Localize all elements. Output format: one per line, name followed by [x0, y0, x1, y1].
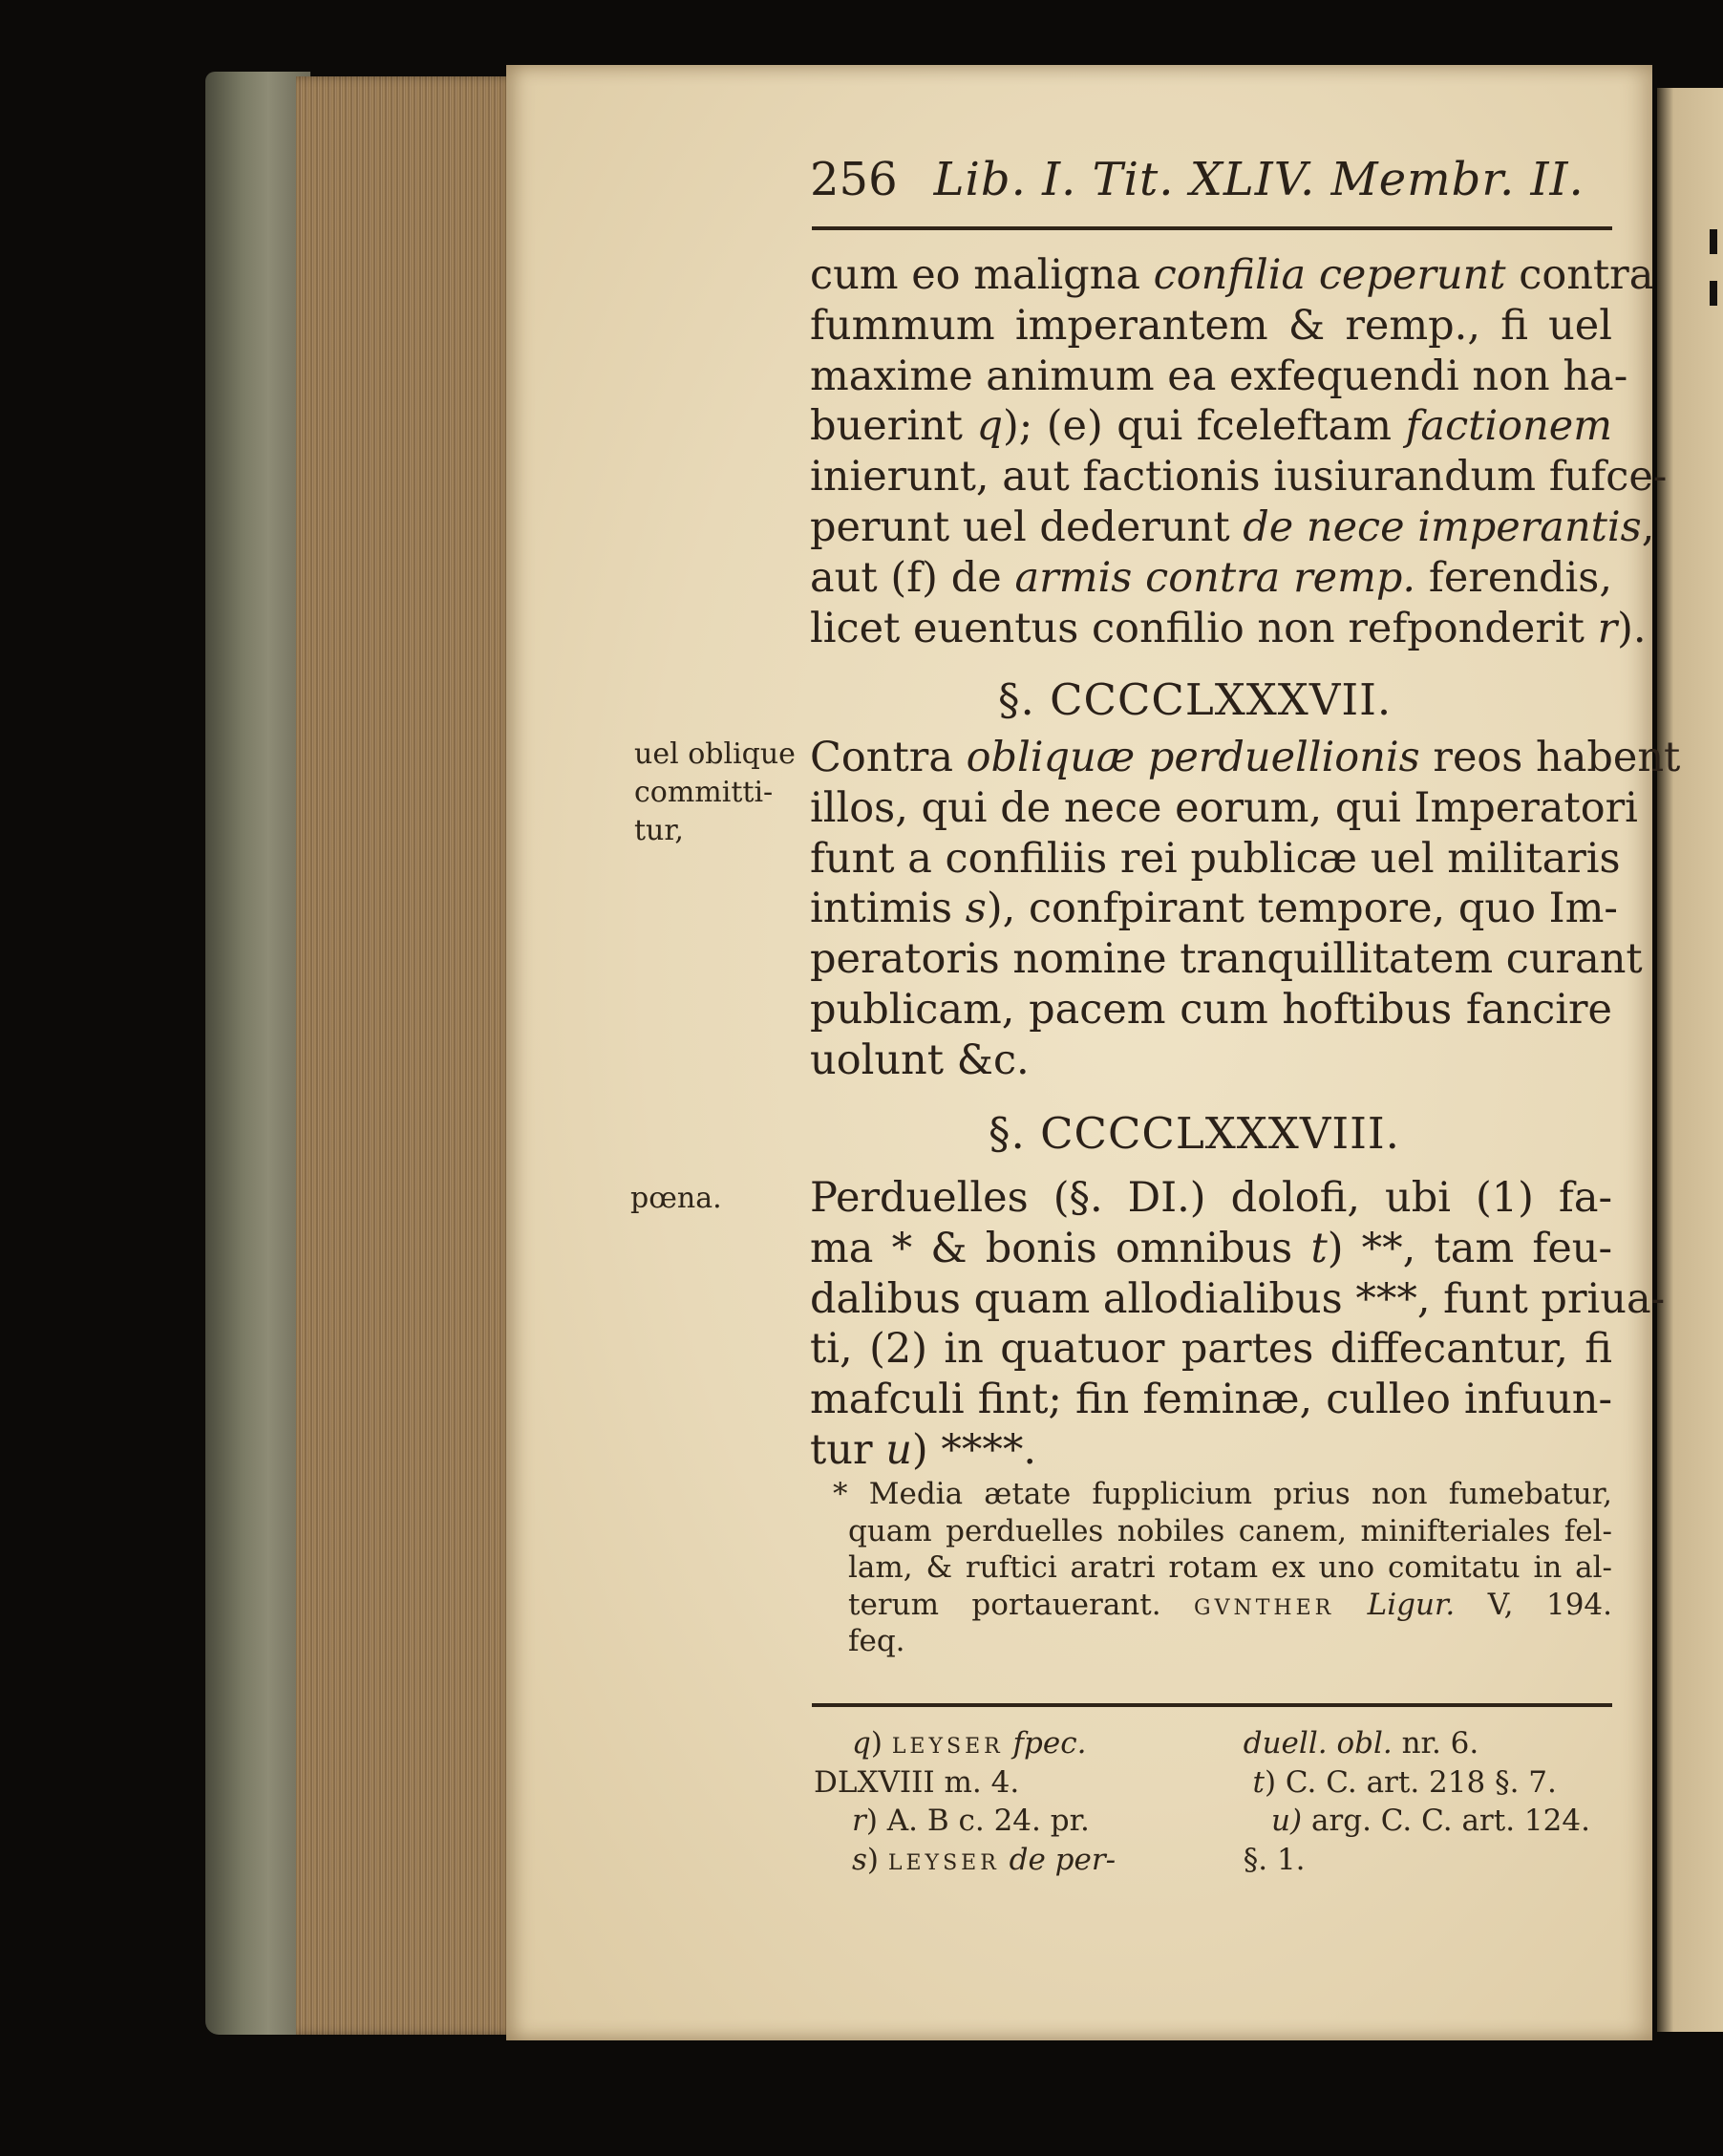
p2-line — [810, 733, 1681, 783]
paragraph-1 — [810, 250, 1668, 653]
italic-run: u) — [1271, 1804, 1303, 1838]
p1-line — [810, 301, 1612, 352]
text-run: arg. C. C. art. 124. — [1302, 1804, 1590, 1838]
text-run: publicam, pacem cum hoftibus fancire — [810, 985, 1612, 1034]
text-run: dalibus quam allodialibus ***, funt priua- — [810, 1274, 1666, 1323]
italic-run: duell. obl. — [1243, 1726, 1393, 1761]
text-run: ) C. C. art. 218 §. 7. — [1264, 1764, 1557, 1800]
text-run: ), confpirant tempore, quo Im- — [986, 885, 1618, 933]
text-run: feq. — [848, 1624, 905, 1658]
italic-run: factionem — [1405, 402, 1612, 451]
text-run: Perduelles (§. DI.) dolofi, ubi (1) fa- — [810, 1174, 1612, 1222]
header-rule — [812, 226, 1612, 230]
text-run: terum portauerant. — [848, 1587, 1195, 1622]
book-cover-edge — [205, 72, 310, 2035]
page-edges — [296, 76, 516, 2035]
p3-line — [810, 1375, 1612, 1425]
text-run: lam, & ruftici aratri rotam ex uno comitatu in al- — [848, 1550, 1612, 1585]
p2-line — [810, 1035, 1612, 1086]
reference-entry — [814, 1724, 1244, 1763]
italic-run: q — [852, 1726, 871, 1761]
p2-line — [810, 985, 1612, 1035]
footnote-line — [833, 1549, 1612, 1587]
italic-run: confilia ceperunt — [1153, 251, 1506, 299]
p2-line — [810, 934, 1643, 985]
paragraph-3 — [810, 1173, 1666, 1476]
text-run: intimis — [810, 885, 966, 933]
p2-line — [810, 834, 1621, 885]
text-run: cum eo maligna — [810, 251, 1154, 299]
text-run: ); (e) qui fceleftam — [1003, 402, 1406, 451]
italic-run: Ligur. — [1334, 1587, 1456, 1622]
section-heading-488: §. CCCCLXXXVIII. — [989, 1108, 1400, 1159]
text-run: inierunt, aut factionis iusiurandum fufce- — [810, 453, 1668, 502]
footnote-rule — [812, 1703, 1612, 1707]
p1-line — [810, 250, 1654, 301]
text-run: ) — [870, 1726, 892, 1761]
italic-run: s — [852, 1842, 867, 1877]
running-header — [810, 153, 1612, 210]
reference-entry — [1214, 1802, 1616, 1841]
p3-line — [810, 1274, 1666, 1325]
text-run: quam perduelles nobiles canem, minifteriales fel- — [848, 1513, 1612, 1548]
text-run: perunt uel dederunt — [810, 502, 1244, 551]
text-run: tur — [810, 1425, 886, 1474]
italic-run: r — [852, 1804, 866, 1838]
text-run: ) — [866, 1842, 888, 1877]
italic-run: q — [976, 402, 1003, 451]
reference-row — [814, 1724, 1616, 1763]
paragraph-2 — [810, 733, 1681, 1086]
reference-entry — [814, 1841, 1244, 1880]
p2-line — [810, 783, 1638, 834]
small-caps-name: leyser — [887, 1842, 1000, 1877]
text-run: §. 1. — [1243, 1842, 1306, 1877]
references-block — [814, 1724, 1616, 1879]
p1-line — [810, 604, 1647, 654]
small-caps-name: gvnther — [1194, 1587, 1335, 1622]
text-run: Contra — [810, 734, 967, 781]
text-run: peratoris nomine tranquillitatem curant — [810, 935, 1643, 984]
text-run: maxime animum ea exfequendi non ha- — [810, 352, 1628, 400]
text-run: ) **, tam feu- — [1327, 1224, 1612, 1272]
margin-note-oblique — [634, 736, 796, 850]
italic-run: t — [1252, 1764, 1265, 1800]
small-caps-name: leyser — [891, 1726, 1004, 1761]
footnote-line — [833, 1476, 1612, 1513]
facing-page-marks — [1710, 229, 1719, 382]
text-run: contra — [1505, 251, 1654, 299]
p3-line — [810, 1173, 1612, 1224]
page-number: 256 — [810, 153, 898, 206]
footnote-star — [833, 1476, 1612, 1660]
italic-run: fpec. — [1003, 1726, 1087, 1761]
p3-line — [810, 1224, 1612, 1274]
italic-run: armis contra remp. — [1014, 553, 1416, 602]
text-run: funt a confiliis rei publicæ uel militaris — [810, 834, 1621, 883]
text-run: uolunt &c. — [810, 1035, 1030, 1084]
p2-line — [810, 884, 1618, 934]
reference-row — [814, 1802, 1616, 1841]
italic-run: de nece imperantis — [1243, 502, 1642, 551]
reference-entry — [1244, 1724, 1616, 1763]
text-run: ferendis, — [1415, 553, 1612, 602]
italic-run: t — [1310, 1224, 1328, 1272]
italic-run: obliquæ perduellionis — [966, 734, 1420, 781]
p1-line — [810, 352, 1628, 402]
italic-run: r — [1597, 604, 1618, 652]
running-title: Lib. I. Tit. XLIV. Membr. II. — [933, 153, 1585, 206]
italic-run: s — [965, 885, 987, 933]
text-run: ) A. B c. 24. pr. — [865, 1804, 1090, 1838]
text-run: ti, (2) in quatuor partes diffecantur, fi — [810, 1325, 1612, 1374]
text-run: ). — [1617, 604, 1647, 652]
reference-row — [814, 1763, 1616, 1803]
margin-note-poena: pœna. — [630, 1182, 722, 1215]
text-run: ) ****. — [911, 1425, 1037, 1474]
text-run: nr. 6. — [1392, 1726, 1479, 1761]
reference-entry — [814, 1802, 1214, 1841]
text-run: aut (f) de — [810, 553, 1015, 602]
italic-run: de per- — [999, 1842, 1117, 1877]
reference-row — [814, 1841, 1616, 1880]
text-run: mafculi fint; fin feminæ, culleo infuun- — [810, 1376, 1612, 1424]
text-run: DLXVIII m. 4. — [814, 1764, 1020, 1800]
text-run: licet euentus confilio non refponderit — [810, 604, 1598, 652]
text-run: ma * & bonis omnibus — [810, 1224, 1311, 1272]
italic-run: u — [885, 1425, 912, 1474]
p1-line — [810, 452, 1668, 502]
reference-entry — [1244, 1841, 1616, 1880]
p1-line — [810, 502, 1655, 553]
text-run: * Media ætate fupplicium prius non fumebatur, — [833, 1477, 1612, 1511]
footnote-line — [833, 1623, 1612, 1660]
section-heading-487: §. CCCCLXXXVII. — [998, 674, 1393, 725]
p1-line — [810, 553, 1612, 604]
footnote-line — [833, 1513, 1612, 1550]
text-run: fummum imperantem & remp., fi uel — [810, 301, 1612, 350]
margin-note-line: committi- — [634, 776, 774, 809]
text-run: V, 194. — [1455, 1587, 1612, 1622]
text-run: illos, qui de nece eorum, qui Imperatori — [810, 783, 1638, 832]
margin-note-line: tur, — [634, 814, 684, 847]
p3-line — [810, 1324, 1612, 1375]
p1-line — [810, 401, 1612, 452]
text-run: buerint — [810, 402, 977, 451]
footnote-line — [833, 1587, 1612, 1624]
reference-entry — [1196, 1763, 1616, 1803]
text-run: , — [1641, 502, 1655, 551]
text-run: reos habent — [1419, 734, 1681, 781]
p3-line — [810, 1425, 1612, 1476]
reference-entry — [814, 1763, 1196, 1803]
margin-note-line: uel oblique — [634, 737, 796, 771]
